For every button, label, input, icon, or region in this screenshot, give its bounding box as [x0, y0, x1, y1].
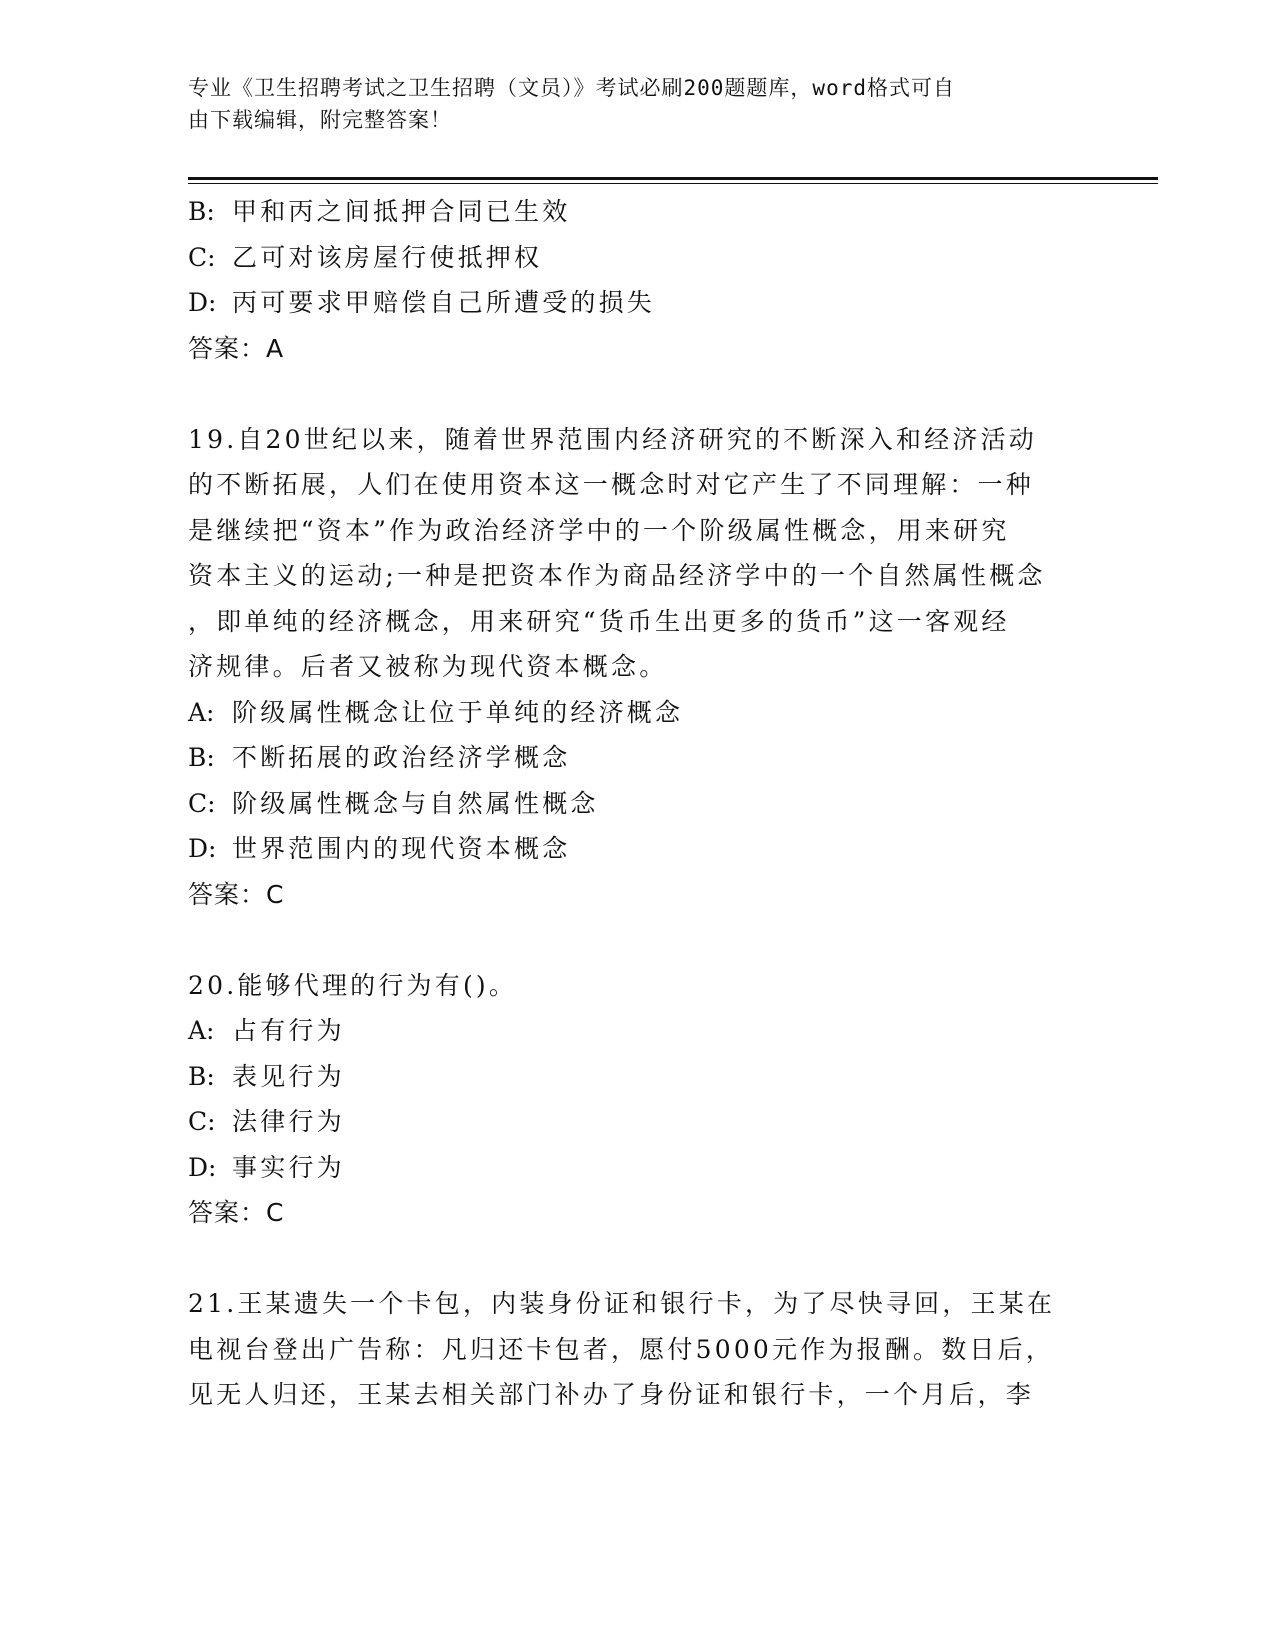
question-stem-line: 的不断拓展，人们在使用资本这一概念时对它产生了不同理解：一种 [188, 470, 1035, 499]
option-d [188, 280, 1088, 326]
option-label: B: [188, 1061, 215, 1091]
option-text: 乙可对该房屋行使抵押权 [232, 242, 543, 272]
option-a [188, 690, 1088, 736]
question-stem-line: 电视台登出广告称：凡归还卡包者，愿付5000元作为报酬。数日后， [188, 1334, 1055, 1364]
option-a [188, 1008, 1088, 1054]
option-b [188, 1054, 1088, 1100]
option-b [188, 735, 1088, 781]
question-21 [188, 1281, 1088, 1418]
header-line-1: 专业《卫生招聘考试之卫生招聘（文员）》考试必刷200题题库，word格式可自 [188, 76, 955, 100]
option-label: D: [188, 834, 217, 863]
option-label: D: [188, 1152, 217, 1182]
spacer [188, 1236, 1088, 1282]
answer-line: 答案：A [188, 333, 285, 363]
option-label: C: [188, 788, 216, 818]
question-stem-line: 资本主义的运动;一种是把资本作为商品经济学中的一个自然属性概念 [188, 561, 1046, 590]
option-b [188, 189, 1088, 235]
option-text: 甲和丙之间抵押合同已生效 [232, 197, 571, 226]
option-label: B: [188, 197, 215, 226]
option-label: A: [188, 1016, 215, 1045]
option-text: 阶级属性概念与自然属性概念 [232, 788, 599, 818]
option-text: 阶级属性概念让位于单纯的经济概念 [232, 697, 684, 727]
header-divider-thick [188, 177, 1158, 180]
option-text: 丙可要求甲赔偿自己所遭受的损失 [232, 288, 656, 317]
question-stem-line: ，即单纯的经济概念，用来研究“货币生出更多的货币”这一客观经 [188, 606, 1010, 636]
spacer [188, 371, 1088, 417]
option-text: 法律行为 [232, 1107, 345, 1136]
option-text: 占有行为 [232, 1016, 345, 1045]
question-stem-line: 见无人归还，王某去相关部门补办了身份证和银行卡，一个月后，李 [188, 1380, 1035, 1409]
option-text: 世界范围内的现代资本概念 [232, 834, 571, 863]
option-text: 事实行为 [232, 1152, 345, 1182]
option-label: D: [188, 288, 217, 317]
question-stem-line: 21.王某遗失一个卡包，内装身份证和银行卡，为了尽快寻回，王某在 [188, 1289, 1056, 1318]
question-content [188, 189, 1088, 1418]
option-label: B: [188, 743, 215, 772]
option-text: 表见行为 [232, 1061, 345, 1091]
answer-line: 答案：C [188, 879, 285, 909]
option-label: A: [188, 697, 215, 727]
question-20 [188, 963, 1088, 1236]
option-d [188, 826, 1088, 872]
option-text: 不断拓展的政治经济学概念 [232, 743, 571, 772]
question-stem-line: 19.自20世纪以来，随着世界范围内经济研究的不断深入和经济活动 [188, 424, 1037, 454]
spacer [188, 917, 1088, 963]
option-label: C: [188, 1107, 216, 1136]
question-stem-line: 是继续把“资本”作为政治经济学中的一个阶级属性概念，用来研究 [188, 515, 1010, 545]
answer-line: 答案：C [188, 1198, 285, 1227]
option-label: C: [188, 242, 216, 272]
option-c [188, 781, 1088, 827]
question-18-tail [188, 189, 1088, 371]
option-d [188, 1145, 1088, 1191]
question-19 [188, 417, 1088, 918]
option-c [188, 235, 1088, 281]
question-stem-line: 济规律。后者又被称为现代资本概念。 [188, 652, 668, 681]
header-line-2: 由下载编辑，附完整答案！ [188, 108, 452, 132]
question-stem-line: 20.能够代理的行为有()。 [188, 970, 518, 1000]
option-c [188, 1099, 1088, 1145]
document-header [188, 72, 1088, 136]
header-divider-thin [188, 183, 1158, 184]
